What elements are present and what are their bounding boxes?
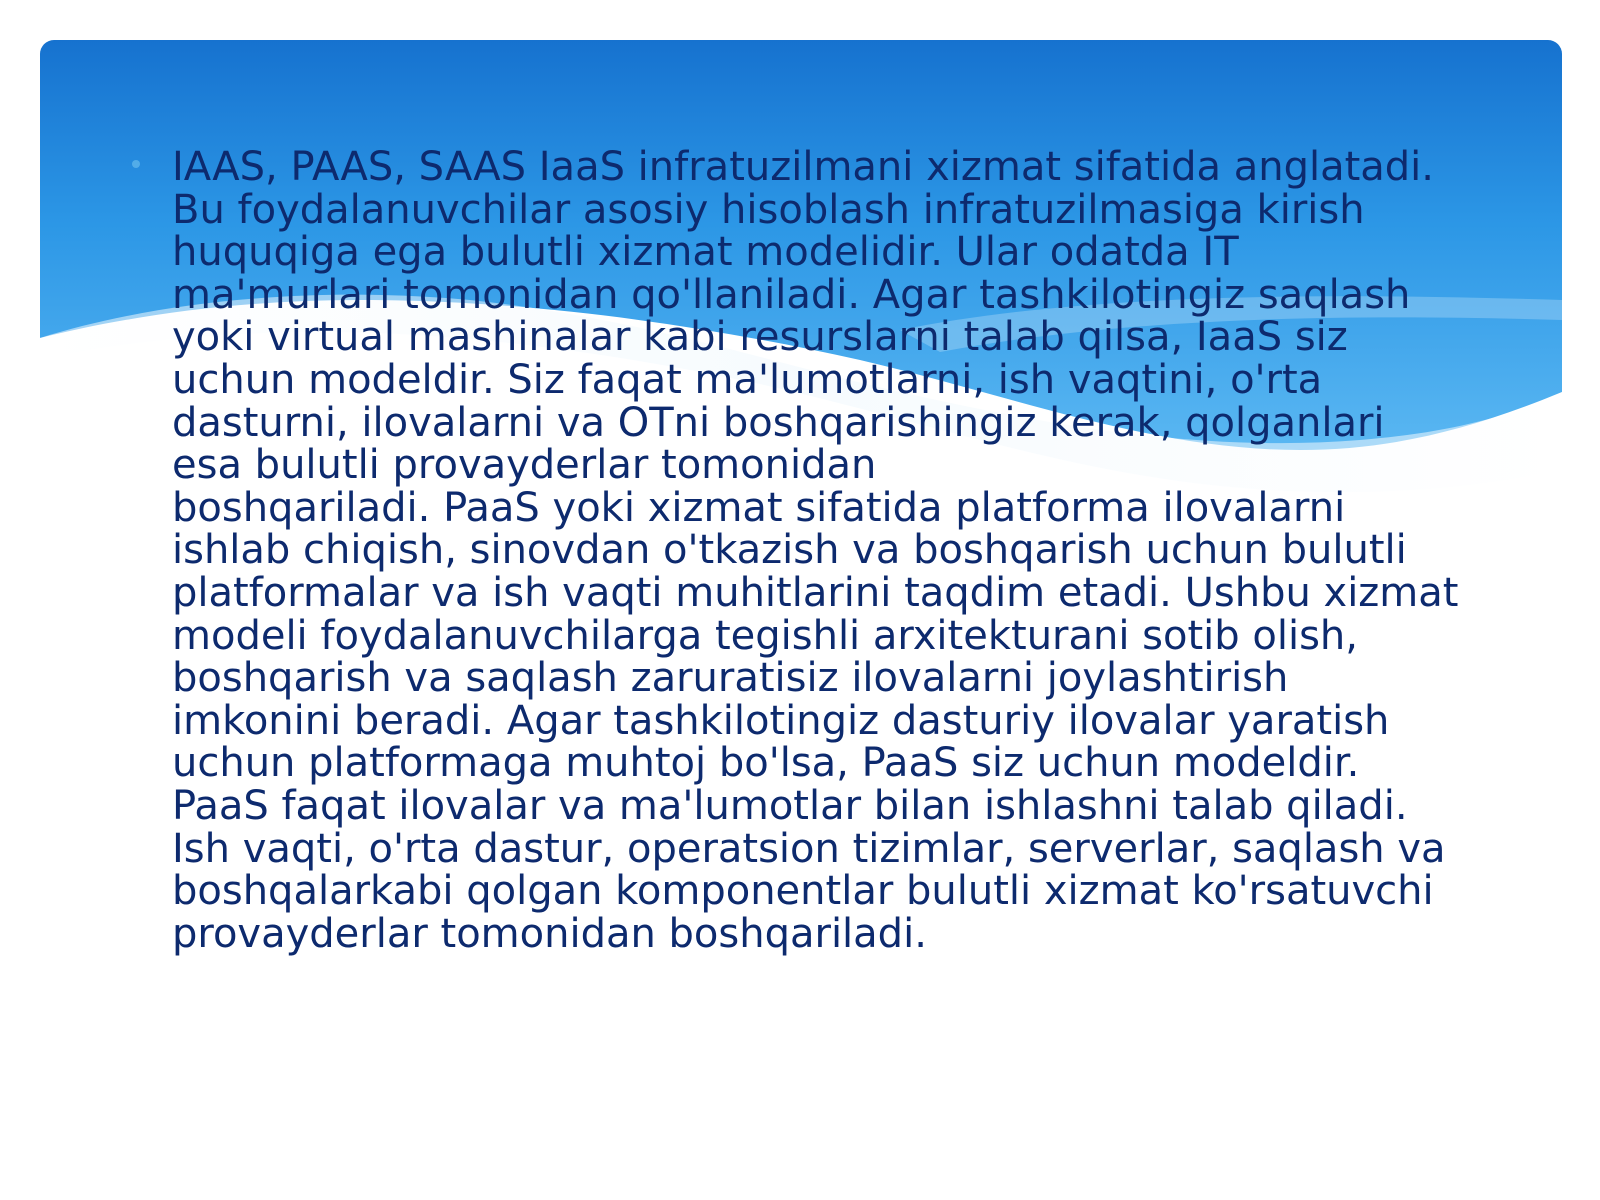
paragraph: boshqariladi. PaaS yoki xizmat sifatida platforma ilovalarni ishlab chiqish, sinovdan o'tkazish va boshqarish uchun bulutli platformalar va ish vaqti muhitlarini taqdim etadi. Ushbu xizmat modeli foydalanuvchilarga tegishli arxitekturani sotib olish, boshqarish va saqlash zaruratisiz ilovalarni joylashtirish imkonini beradi. Agar tashkilotingiz dasturiy ilovalar yaratish uchun platformaga muhtoj bo'lsa, PaaS siz uchun modeldir. PaaS faqat ilovalar va ma'lumotlar bilan ishlashni talab qiladi. Ish vaqti, o'rta dastur, operatsion tizimlar, serverlar, saqlash va boshqalarkabi qolgan komponentlar bulutli xizmat ko'rsatuvchi provayderlar tomonidan boshqariladi. xyxy=(172,484,1459,957)
body-text xyxy=(172,146,1462,955)
paragraph: IAAS, PAAS, SAAS IaaS infratuzilmani xizmat sifatida anglatadi. Bu foydalanuvchilar asosiy hisoblash infratuzilmasiga kirish huquqiga ega bulutli xizmat modelidir. Ular odatda IT ma'murlari tomonidan qo'llaniladi. Agar tashkilotingiz saqlash yoki virtual mashinalar kabi resurslarni talab qilsa, IaaS siz uchun modeldir. Siz faqat ma'lumotlarni, ish vaqtini, o'rta dasturni, ilovalarni va OTni boshqarishingiz kerak, qolganlari esa bulutli provayderlar tomonidan xyxy=(172,144,1435,489)
bullet-dot-icon xyxy=(132,160,140,168)
